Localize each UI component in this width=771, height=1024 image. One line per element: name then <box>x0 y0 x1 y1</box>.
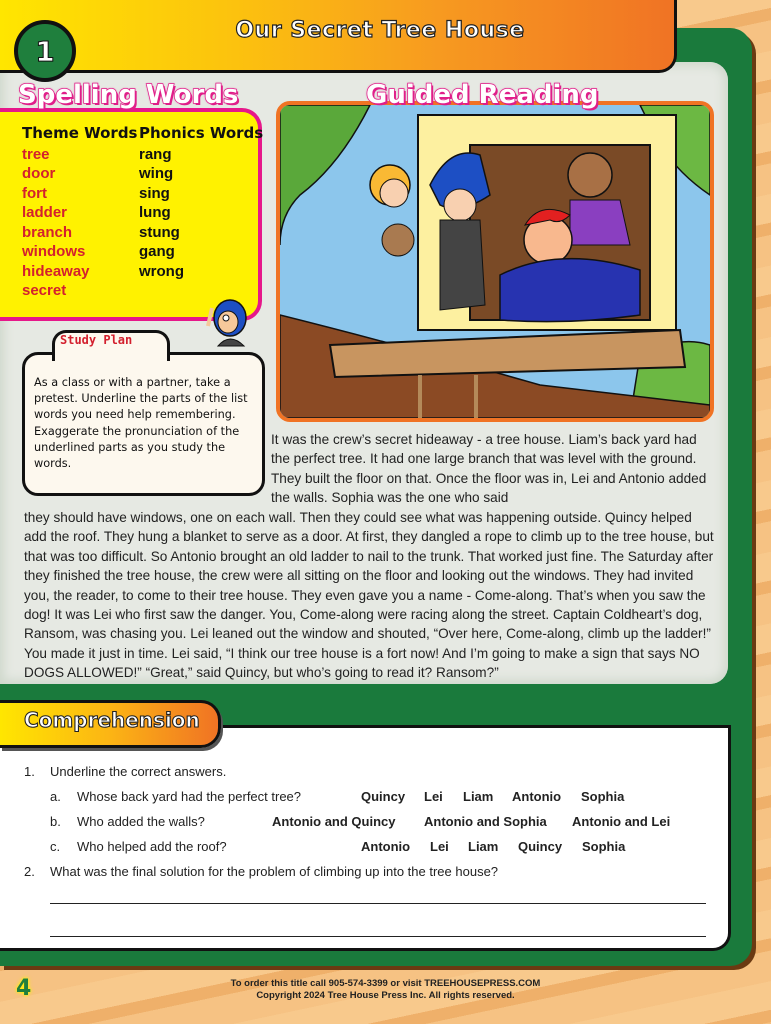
answer-option[interactable]: Lei <box>424 789 443 804</box>
study-plan-text: As a class or with a partner, take a pretest. Underline the parts of the list words you need help remembering. Exaggerate the pronunciation of the underlined parts as you study the words. <box>34 376 248 471</box>
footer-copyright: Copyright 2024 Tree House Press Inc. All rights reserved. <box>256 990 515 1001</box>
question-1a-letter: a. <box>50 789 61 804</box>
answer-line[interactable] <box>50 903 706 904</box>
tree-house-illustration-icon <box>280 105 710 418</box>
phonics-word: sing <box>139 184 170 202</box>
answer-option[interactable]: Sophia <box>581 789 625 804</box>
theme-word: tree <box>22 145 50 163</box>
phonics-word: stung <box>139 223 180 241</box>
question-1b-letter: b. <box>50 814 61 829</box>
footer-order-line: To order this title call 905-574-3399 or visit TREEHOUSEPRESS.COM <box>230 978 541 989</box>
answer-option[interactable]: Liam <box>468 839 499 854</box>
page-title: Our Secret Tree House <box>235 18 525 43</box>
comprehension-heading: Comprehension <box>24 708 200 732</box>
phonics-word: rang <box>139 145 172 163</box>
answer-option[interactable]: Quincy <box>518 839 563 854</box>
phonics-word: wing <box>139 165 174 182</box>
theme-words-header: Theme Words <box>22 124 138 142</box>
answer-option[interactable]: Antonio and Quincy <box>272 814 396 829</box>
theme-word: hideaway <box>22 262 90 280</box>
answer-option[interactable]: Liam <box>463 789 494 804</box>
theme-word: ladder <box>22 204 68 221</box>
theme-word: branch <box>22 223 73 241</box>
guided-reading-heading: Guided Reading <box>366 80 599 110</box>
study-plan-label: Study Plan <box>60 333 133 347</box>
phonics-word: wrong <box>139 262 184 280</box>
question-1-number: 1. <box>24 764 35 779</box>
theme-word: secret <box>22 282 67 299</box>
answer-option[interactable]: Antonio and Sophia <box>424 814 547 829</box>
phonics-word: gang <box>139 243 175 260</box>
story-text-part2: they should have windows, one on each wall. Then they could see what was happening outside. Quincy helped add the roof. They hung a blanket to serve as a door. At first, they dangled a rope to climb up to the tree house, but that was too difficult. So Antonio brought an old ladder to nail to the trunk. That worked just fine. The Saturday after they finished the tree house, the crew were all sitting on the floor and looking out the windows. They had invited you, the reader, to come to their tree house. They even gave you a name - Come-along. That’s when you saw the dog! It was Lei who first saw the danger. You, Come-along were racing along the street. Captain Coldheart’s dog, Ransom, was chasing you. Lei leaned out the window and shouted, “Over here, Come-along, climb up the ladder!” You made it just in time. Lei said, “I think our tree house is a fort now! And I’m going to make a sign that says NO DOGS ALLOWED!” “Great,” said Quincy, but who’s going to read it? Ransom?” <box>24 510 714 681</box>
phonics-words-header: Phonics Words <box>139 124 264 142</box>
comprehension-panel <box>0 725 731 951</box>
theme-words-column <box>22 124 138 301</box>
spelling-words-heading: Spelling Words <box>18 80 239 110</box>
answer-option[interactable]: Antonio <box>512 789 562 804</box>
question-1a-text: Whose back yard had the perfect tree? <box>77 789 302 804</box>
question-1-text: Underline the correct answers. <box>50 764 227 779</box>
guided-reading-illustration <box>276 101 714 422</box>
answer-option[interactable]: Antonio and Lei <box>572 814 671 829</box>
mascot-character-icon <box>200 296 252 348</box>
spelling-words-box <box>0 108 262 321</box>
answer-option[interactable]: Antonio <box>361 839 411 854</box>
footer <box>0 978 771 1002</box>
phonics-word: lung <box>139 204 171 221</box>
phonics-words-column <box>139 124 263 281</box>
answer-option[interactable]: Sophia <box>582 839 626 854</box>
theme-word: fort <box>22 184 47 202</box>
answer-line[interactable] <box>50 936 706 937</box>
answer-option[interactable]: Lei <box>430 839 449 854</box>
question-2-number: 2. <box>24 864 35 879</box>
theme-word: door <box>22 165 56 182</box>
lesson-number-badge: 1 <box>14 20 76 82</box>
question-1c-letter: c. <box>50 839 61 854</box>
question-2-text: What was the final solution for the problem of climbing up into the tree house? <box>50 864 499 879</box>
page-number: 4 <box>16 976 32 1001</box>
question-1c-text: Who helped add the roof? <box>77 839 227 854</box>
story-text-part1: It was the crew’s secret hideaway - a tree house. Liam’s back yard had the perfect tree. It had one large branch that was level with the ground. They built the floor on that. Once the floor was in, Lei and Antonio added the walls. Sophia was the one who said <box>271 432 707 506</box>
question-1b-text: Who added the walls? <box>77 814 205 829</box>
answer-option[interactable]: Quincy <box>361 789 406 804</box>
theme-word: windows <box>22 243 86 260</box>
